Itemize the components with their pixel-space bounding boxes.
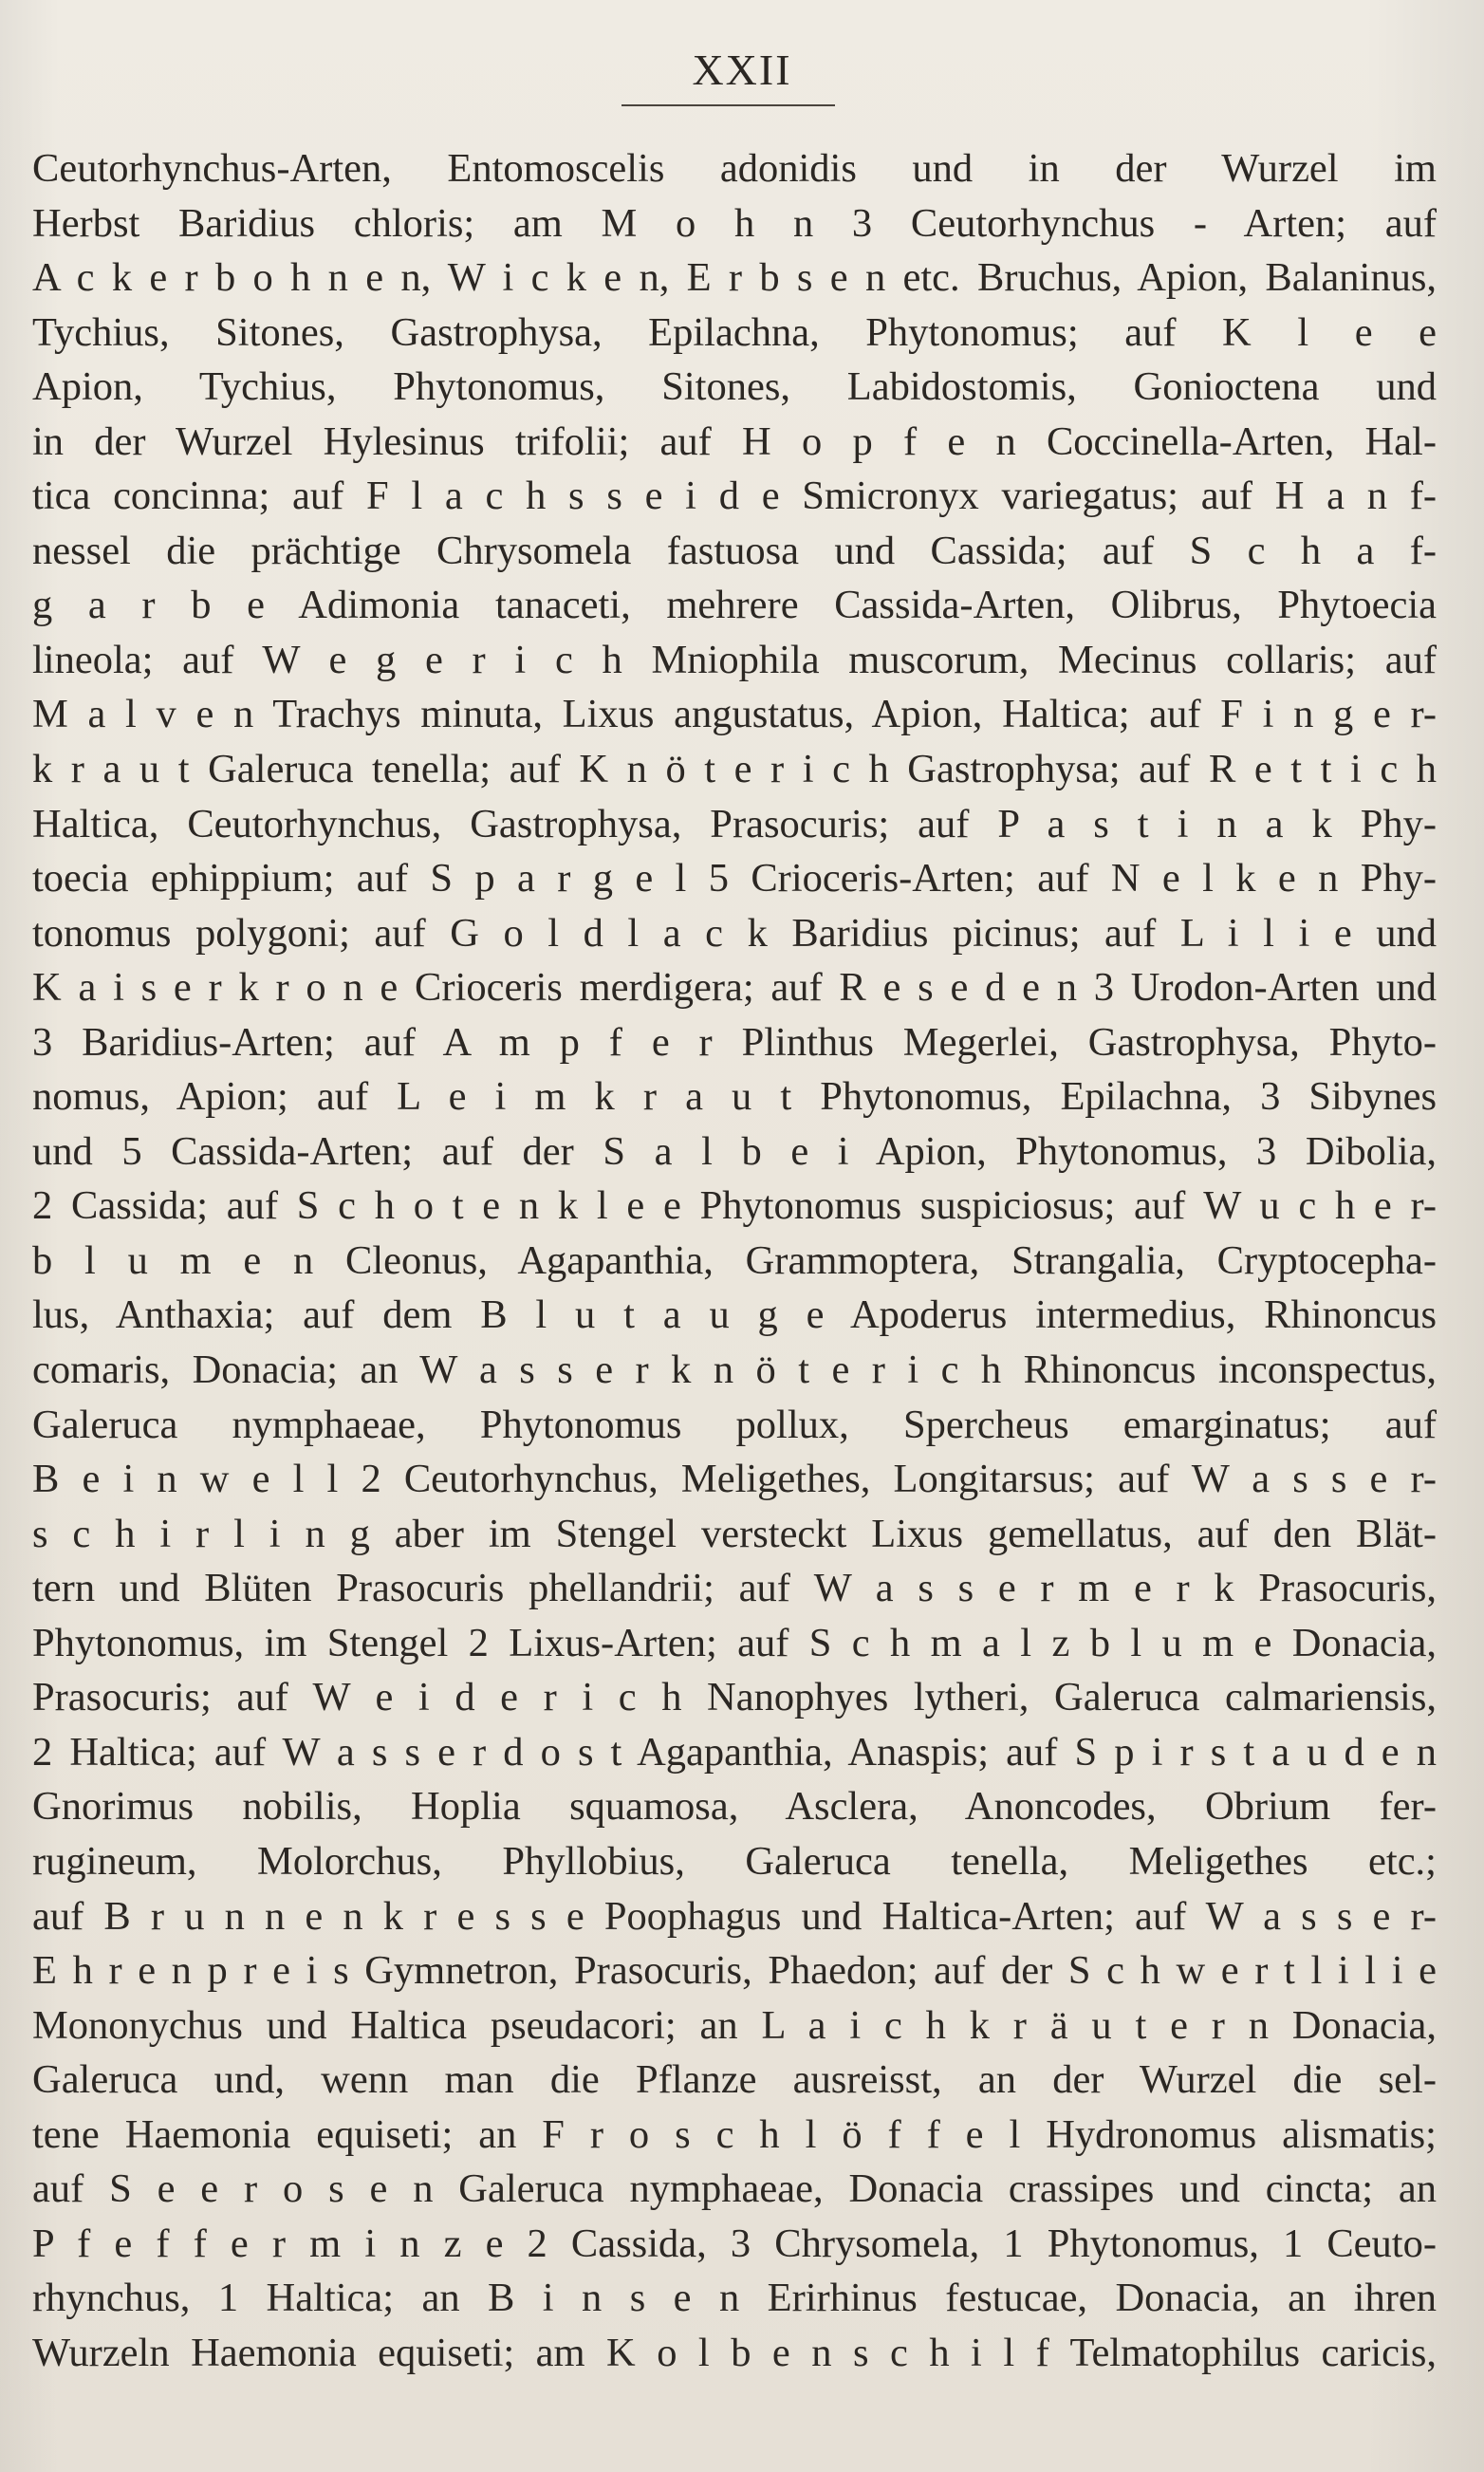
text-line: nessel die prächtige Chrysomela fastuosa und Cassida; auf S c h a f- (32, 528, 1437, 573)
header-rule (621, 104, 835, 106)
text-line: M a l v e n Trachys minuta, Lixus angustatus, Apion, Haltica; auf F i n g e r- (32, 692, 1437, 737)
body-text (32, 141, 1437, 2380)
text-line: in der Wurzel Hylesinus trifolii; auf H o p f e n Coccinella-Arten, Hal- (32, 418, 1437, 464)
text-line: Galeruca nymphaeae, Phytonomus pollux, Spercheus emarginatus; auf (32, 1402, 1437, 1447)
text-line: Phytonomus, im Stengel 2 Lixus-Arten; auf S c h m a l z b l u m e Donacia, (32, 1620, 1437, 1665)
text-line: 2 Haltica; auf W a s s e r d o s t Agapanthia, Anaspis; auf S p i r s t a u d e n (32, 1729, 1437, 1775)
text-line: s c h i r l i n g aber im Stengel versteckt Lixus gemellatus, auf den Blät- (32, 1511, 1437, 1556)
text-line: nomus, Apion; auf L e i m k r a u t Phytonomus, Epilachna, 3 Sibynes (32, 1074, 1437, 1120)
text-line: tica concinna; auf F l a c h s s e i d e Smicronyx variegatus; auf H a n f- (32, 474, 1437, 519)
text-line: Herbst Baridius chloris; am M o h n 3 Ceutorhynchus - Arten; auf (32, 200, 1437, 246)
text-line: tern und Blüten Prasocuris phellandrii; auf W a s s e r m e r k Prasocuris, (32, 1566, 1437, 1611)
text-line: comaris, Donacia; an W a s s e r k n ö t e r i c h Rhinoncus inconspectus, (32, 1348, 1437, 1393)
text-line: auf B r u n n e n k r e s s e Poophagus und Haltica-Arten; auf W a s s e r- (32, 1893, 1437, 1939)
text-line: auf S e e r o s e n Galeruca nymphaeae, Donacia crassipes und cincta; an (32, 2166, 1437, 2212)
text-line: rugineum, Molorchus, Phyllobius, Galeruca tenella, Meligethes etc.; (32, 1838, 1437, 1884)
text-line: Galeruca und, wenn man die Pflanze ausreisst, an der Wurzel die sel- (32, 2057, 1437, 2103)
text-line: A c k e r b o h n e n, W i c k e n, E r b s e n etc. Bruchus, Apion, Balaninus, (32, 255, 1437, 301)
text-line: g a r b e Adimonia tanaceti, mehrere Cassida-Arten, Olibrus, Phytoecia (32, 583, 1437, 628)
text-line: k r a u t Galeruca tenella; auf K n ö t e r i c h Gastrophysa; auf R e t t i c h (32, 747, 1437, 792)
text-line: Haltica, Ceutorhynchus, Gastrophysa, Prasocuris; auf P a s t i n a k Phy- (32, 801, 1437, 846)
text-line: Prasocuris; auf W e i d e r i c h Nanophyes lytheri, Galeruca calmariensis, (32, 1675, 1437, 1720)
text-line: Tychius, Sitones, Gastrophysa, Epilachna, Phytonomus; auf K l e e (32, 309, 1437, 355)
text-line: b l u m e n Cleonus, Agapanthia, Grammoptera, Strangalia, Cryptocepha- (32, 1237, 1437, 1283)
text-line: tonomus polygoni; auf G o l d l a c k Baridius picinus; auf L i l i e und (32, 910, 1437, 956)
text-line: und 5 Cassida-Arten; auf der S a l b e i Apion, Phytonomus, 3 Dibolia, (32, 1128, 1437, 1174)
text-line: B e i n w e l l 2 Ceutorhynchus, Meligethes, Longitarsus; auf W a s s e r- (32, 1457, 1437, 1502)
page-number: XXII (692, 46, 792, 94)
text-line: Apion, Tychius, Phytonomus, Sitones, Labidostomis, Gonioctena und (32, 364, 1437, 410)
text-line: 2 Cassida; auf S c h o t e n k l e e Phytonomus suspiciosus; auf W u c h e r- (32, 1183, 1437, 1229)
text-line: K a i s e r k r o n e Crioceris merdigera; auf R e s e d e n 3 Urodon-Arten und (32, 965, 1437, 1011)
text-line: Gnorimus nobilis, Hoplia squamosa, Asclera, Anoncodes, Obrium fer- (32, 1784, 1437, 1830)
text-line: lineola; auf W e g e r i c h Mniophila muscorum, Mecinus collaris; auf (32, 637, 1437, 682)
text-line: 3 Baridius-Arten; auf A m p f e r Plinthus Megerlei, Gastrophysa, Phyto- (32, 1019, 1437, 1065)
text-line: Wurzeln Haemonia equiseti; am K o l b e n s c h i l f Telmatophilus caricis, (32, 2330, 1437, 2375)
text-line: Mononychus und Haltica pseudacori; an L a i c h k r ä u t e r n Donacia, (32, 2002, 1437, 2048)
text-line: toecia ephippium; auf S p a r g e l 5 Crioceris-Arten; auf N e l k e n Phy- (32, 856, 1437, 901)
text-line: rhynchus, 1 Haltica; an B i n s e n Erirhinus festucae, Donacia, an ihren (32, 2276, 1437, 2321)
text-line: Ceutorhynchus-Arten, Entomoscelis adonidis und in der Wurzel im (32, 146, 1437, 191)
text-line: lus, Anthaxia; auf dem B l u t a u g e Apoderus intermedius, Rhinoncus (32, 1292, 1437, 1338)
text-line: tene Haemonia equiseti; an F r o s c h l ö f f e l Hydronomus alismatis; (32, 2111, 1437, 2157)
text-line: P f e f f e r m i n z e 2 Cassida, 3 Chrysomela, 1 Phytonomus, 1 Ceuto- (32, 2221, 1437, 2266)
text-line: E h r e n p r e i s Gymnetron, Prasocuris, Phaedon; auf der S c h w e r t l i l i e (32, 1948, 1437, 1994)
